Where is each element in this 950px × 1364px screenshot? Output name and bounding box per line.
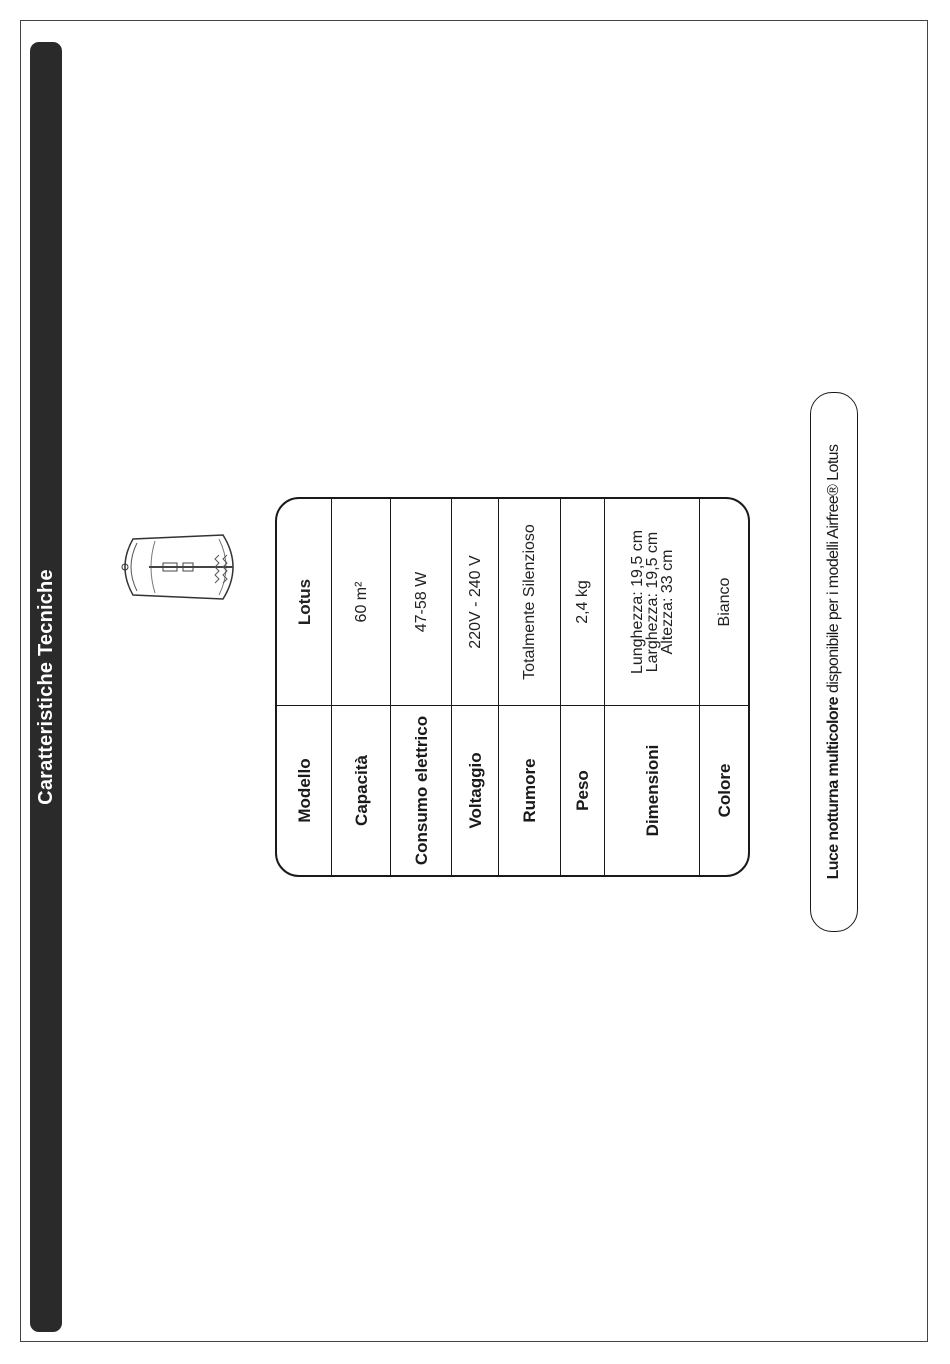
spec-value: 2,4 kg <box>574 580 591 624</box>
header-value: Lotus <box>294 578 314 626</box>
table-row <box>700 499 748 875</box>
spec-value: Totalmente Silenzioso <box>521 524 538 680</box>
note-bold-text: Luce notturna multicolore <box>825 697 842 880</box>
header-label: Modello <box>277 705 331 875</box>
spec-label: Colore <box>700 705 748 875</box>
spec-value: 220V - 240 V <box>466 555 484 649</box>
table-row <box>605 499 700 875</box>
spec-label: Consumo elettrico <box>391 705 451 875</box>
spec-label: Capacità <box>332 705 390 875</box>
rotated-page-content <box>30 42 890 1332</box>
spec-value: 47-58 W <box>412 571 430 633</box>
table-row <box>332 499 391 875</box>
note-text: disponibile per i modelli Airfree® Lotus <box>825 444 842 694</box>
spec-label: Dimensioni <box>605 705 699 875</box>
specifications-table <box>275 497 750 877</box>
table-row <box>499 499 561 875</box>
table-row <box>452 499 499 875</box>
night-light-note <box>810 392 858 932</box>
spec-value: Lunghezza: 19,5 cm Larghezza: 19,5 cm Altezza: 33 cm <box>628 529 676 675</box>
spec-value: 60 m² <box>352 581 370 623</box>
spec-value: Bianco <box>715 577 733 627</box>
page-title: Caratteristiche Tecniche <box>30 42 62 1332</box>
spec-label: Peso <box>561 705 604 875</box>
table-header-row <box>277 499 332 875</box>
spec-label: Rumore <box>499 705 560 875</box>
spec-label: Voltaggio <box>452 705 498 875</box>
table-row <box>561 499 605 875</box>
air-purifier-device-icon <box>115 517 245 617</box>
table-row <box>391 499 452 875</box>
